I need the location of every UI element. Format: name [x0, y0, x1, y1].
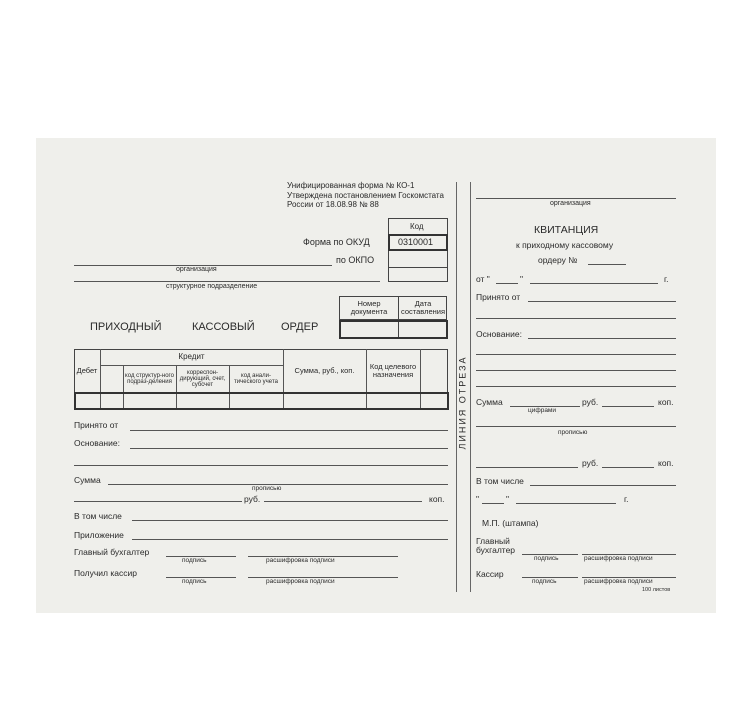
receipt-month-line[interactable] — [530, 283, 658, 284]
receipt-basis-line[interactable] — [528, 338, 676, 339]
receipt-order-no-line[interactable] — [588, 264, 626, 265]
kop-label: коп. — [429, 494, 445, 504]
receipt-cashier-signature-caption: подпись — [532, 578, 557, 585]
order-title-word2: КАССОВЫЙ — [192, 321, 255, 333]
receipt-stamp-label: М.П. (штампа) — [482, 518, 539, 528]
receipt-year-label-2: г. — [624, 494, 629, 504]
form-sheet — [36, 138, 716, 613]
credit-sub-analytic-header: код анали-тического учета — [234, 372, 278, 385]
cashier-signature-caption: подпись — [182, 578, 207, 585]
receipt-basis-label: Основание: — [476, 329, 522, 339]
doc-date-label: Дата составления — [400, 299, 446, 316]
receipt-organization-caption: организация — [550, 200, 591, 207]
attachment-line[interactable] — [132, 539, 448, 540]
amount-in-words-caption: прописью — [252, 485, 282, 492]
basis-label: Основание: — [74, 438, 120, 448]
rub-label: руб. — [244, 494, 261, 504]
okud-label: Форма по ОКУД — [303, 237, 370, 247]
receipt-year-label: г. — [664, 274, 669, 284]
order-title-word3: ОРДЕР — [281, 321, 319, 333]
receipt-basis-line-4[interactable] — [476, 386, 676, 387]
receipt-basis-line-2[interactable] — [476, 354, 676, 355]
receipt-chief-signature-caption: подпись — [534, 555, 559, 562]
amount-rub-line[interactable] — [74, 501, 242, 502]
credit-sub-division-header: код структур-ного подраз-деления — [125, 372, 174, 385]
received-from-label: Принято от — [74, 420, 119, 430]
receipt-month-line-2[interactable] — [516, 503, 616, 504]
receipt-date-quote: " — [520, 274, 524, 284]
amount-kop-line[interactable] — [264, 501, 422, 502]
division-caption: структурное подразделение — [166, 283, 258, 290]
receipt-kop-line[interactable] — [602, 406, 654, 407]
credit-header: Кредит — [178, 352, 205, 362]
chief-decoding-caption: расшифровка подписи — [266, 557, 335, 564]
receipt-chief-label-1: Главный — [476, 536, 510, 546]
receipt-in-figures-caption: цифрами — [528, 407, 557, 414]
chief-accountant-label: Главный бухгалтер — [74, 547, 150, 557]
basis-line-2[interactable] — [74, 465, 448, 466]
receipt-day-line[interactable] — [496, 283, 518, 284]
cut-line-right — [470, 182, 471, 592]
receipt-including-label: В том числе — [476, 476, 524, 486]
receipt-chief-label-2: бухгалтер — [476, 545, 516, 555]
okpo-label: по ОКПО — [336, 255, 375, 265]
doc-number-date-field[interactable] — [339, 320, 448, 339]
receipt-kop-line-2[interactable] — [602, 467, 654, 468]
sheet-count-label: 100 листов — [642, 587, 671, 593]
cashier-received-label: Получил кассир — [74, 568, 137, 578]
receipt-including-line[interactable] — [530, 485, 676, 486]
receipt-title: КВИТАНЦИЯ — [534, 224, 599, 236]
cut-line-label: ЛИНИЯ ОТРЕЗА — [459, 348, 468, 458]
receipt-order-no-label: ордеру № — [538, 255, 578, 265]
basis-line[interactable] — [130, 448, 448, 449]
received-from-line[interactable] — [130, 430, 448, 431]
code-label: Код — [410, 222, 424, 231]
division-line[interactable] — [74, 281, 380, 282]
order-title-word1: ПРИХОДНЫЙ — [90, 321, 162, 333]
debit-header: Дебет — [76, 366, 98, 376]
receipt-cashier-decoding-caption: расшифровка подписи — [584, 578, 653, 585]
receipt-date-from-label-2: " — [476, 494, 480, 504]
doc-number-label: Номер документа — [350, 299, 388, 316]
attachment-label: Приложение — [74, 530, 124, 540]
amount-label: Сумма — [74, 475, 101, 485]
receipt-basis-line-3[interactable] — [476, 370, 676, 371]
form-header-line2: Утверждена постановлением Госкомстата — [287, 191, 444, 200]
purpose-code-header: Код целевого назначения — [369, 362, 417, 379]
including-label: В том числе — [74, 511, 122, 521]
receipt-date-quote-2: " — [506, 494, 510, 504]
receipt-received-from-line[interactable] — [528, 301, 676, 302]
receipt-cashier-label: Кассир — [476, 569, 504, 579]
accounting-data-row[interactable] — [74, 392, 449, 410]
including-line[interactable] — [132, 520, 448, 521]
receipt-rub-label: руб. — [582, 397, 599, 407]
sum-header: Сумма, руб., коп. — [294, 366, 355, 376]
receipt-kop-label: коп. — [658, 397, 674, 407]
form-header-line1: Унифицированная форма № КО-1 — [287, 181, 415, 190]
receipt-day-line-2[interactable] — [482, 503, 504, 504]
receipt-amount-words-rub-line[interactable] — [476, 467, 578, 468]
organization-caption: организация — [176, 266, 217, 273]
cashier-decoding-caption: расшифровка подписи — [266, 578, 335, 585]
chief-signature-caption: подпись — [182, 557, 207, 564]
receipt-organization-line[interactable] — [476, 198, 676, 199]
okud-code-value: 0310001 — [398, 237, 434, 247]
receipt-received-from-label: Принято от — [476, 292, 521, 302]
receipt-amount-words-line[interactable] — [476, 426, 676, 427]
receipt-date-from-label: от " — [476, 274, 490, 284]
receipt-kop-label-2: коп. — [658, 458, 674, 468]
receipt-subtitle: к приходному кассовому — [516, 240, 614, 250]
receipt-received-from-line-2[interactable] — [476, 318, 676, 319]
receipt-rub-label-2: руб. — [582, 458, 599, 468]
form-header-line3: России от 18.08.98 № 88 — [287, 200, 379, 209]
credit-sub-account-header: корреспон-дирующий, счет, субсчет — [179, 369, 226, 389]
receipt-amount-label: Сумма — [476, 397, 503, 407]
receipt-chief-decoding-caption: расшифровка подписи — [584, 555, 653, 562]
receipt-in-words-caption: прописью — [558, 429, 588, 436]
